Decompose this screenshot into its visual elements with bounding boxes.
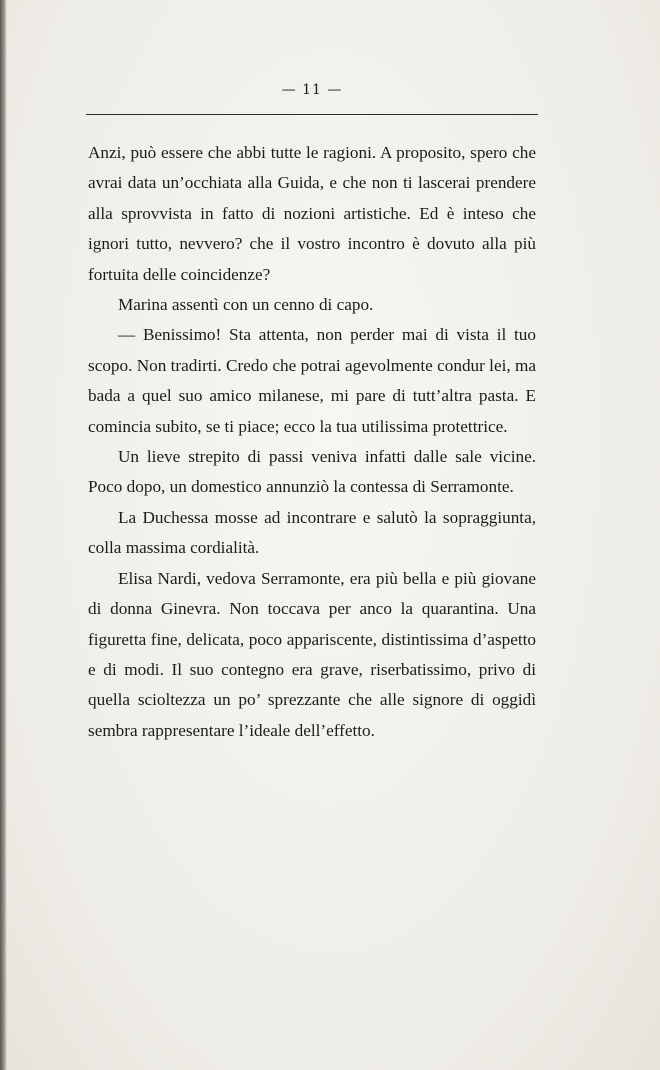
paragraph-5: La Duchessa mosse ad incontrare e salutò la sopraggiunta, colla massima cordialità.: [88, 507, 536, 558]
page-spine-shadow: [0, 0, 7, 1070]
paragraph-4: Un lieve strepito di passi veniva infatti dalle sale vicine. Poco dopo, un domestico annunziò la contessa di Serramonte.: [88, 447, 536, 497]
header-rule: [86, 114, 538, 115]
paragraph-2: Marina assentì con un cenno di capo.: [118, 295, 374, 315]
paragraph-1: Anzi, può essere che abbi tutte le ragioni. A proposito, spero che avrai data un’occhiata alla Guida, e che non ti lascerai prendere alla sprovvista in fatto di nozioni artistiche. Ed è inteso che ignori tutto, nevvero? che il vostro incontro è dovuto alla più fortuita delle coincidenze?: [88, 143, 536, 284]
page-number: — 11 —: [281, 82, 343, 98]
paragraph-6: Elisa Nardi, vedova Serramonte, era più bella e più giovane di donna Ginevra. Non toccava per anco la quarantina. Una figuretta fine, delicata, poco appariscente, distintissima d’aspetto e di modi. Il suo contegno era grave, riserbatissimo, privo di quella scioltezza un po’ sprezzante che alle signore di oggidì sembra rappresentare l’ideale dell’effetto.: [88, 568, 536, 740]
paragraph-3: — Benissimo! Sta attenta, non perder mai di vista il tuo scopo. Non tradirti. Credo che potrai agevolmente condur lei, ma bada a quel suo amico milanese, mi pare di tutt’altra pasta. E comincia subito, se ti piace; ecco la tua utilissima protettrice.: [88, 325, 536, 436]
page-body: [88, 138, 536, 746]
